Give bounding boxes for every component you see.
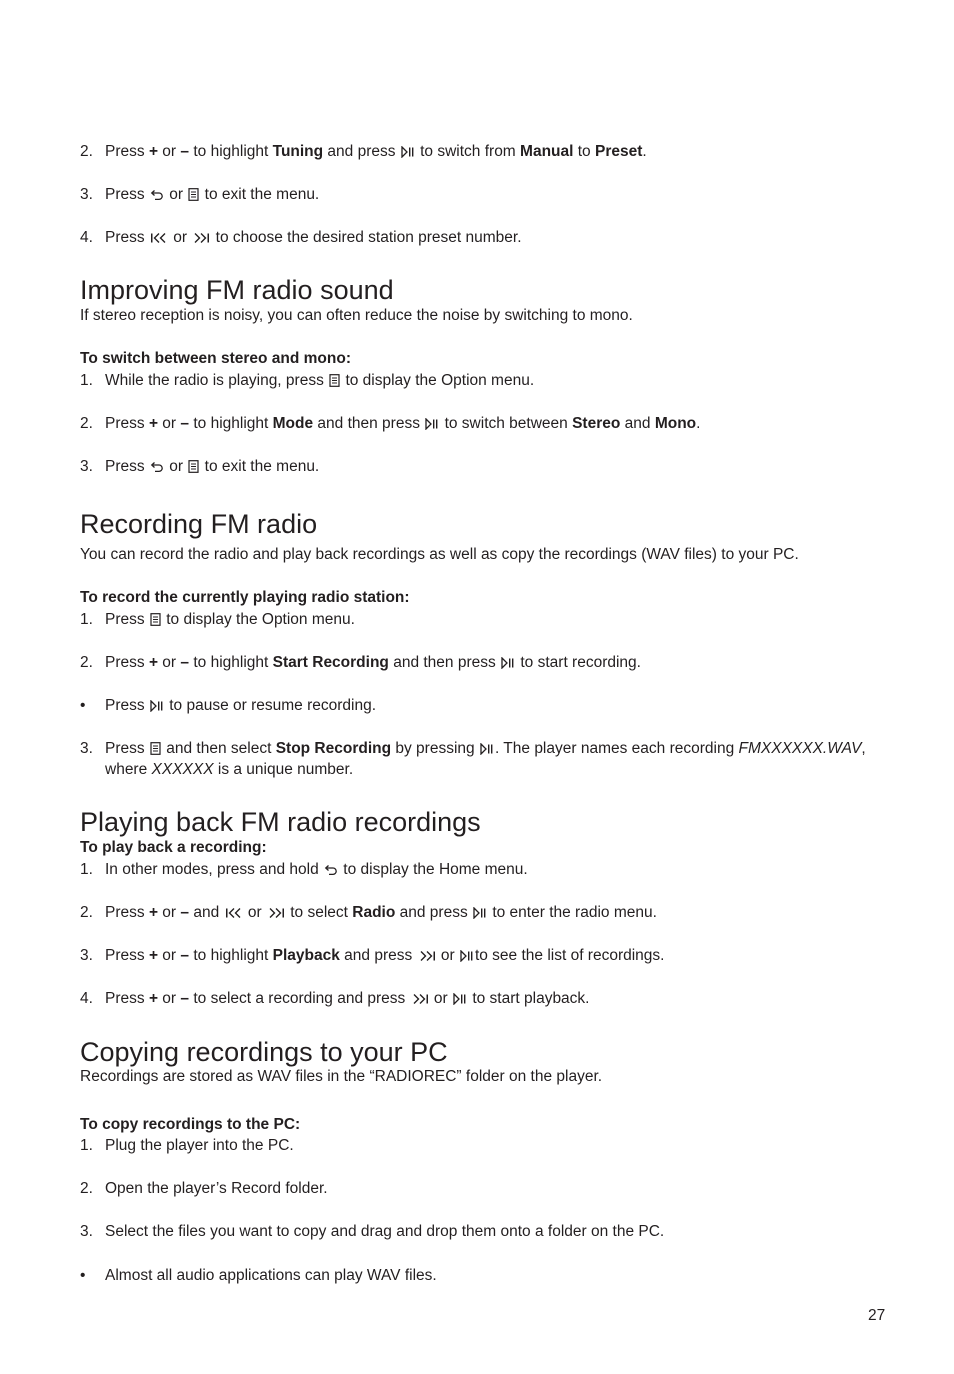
menu-icon [188, 188, 199, 201]
next-icon [267, 907, 285, 919]
menu-icon [150, 613, 161, 626]
play-pause-icon [501, 657, 515, 669]
previous-icon [225, 907, 243, 919]
record-subheading: To record the currently playing radio station: [80, 589, 410, 606]
heading-copying: Copying recordings to your PC [80, 1037, 448, 1067]
play-pause-icon [480, 743, 494, 755]
copy-subheading: To copy recordings to the PC: [80, 1116, 301, 1133]
heading-playing-back: Playing back FM radio recordings [80, 807, 481, 837]
back-icon [324, 864, 338, 876]
menu-icon [150, 742, 161, 755]
page-number: 27 [868, 1307, 886, 1324]
improve-intro: If stereo reception is noisy, you can often reduce the noise by switching to mono. [80, 307, 633, 324]
play-pause-icon [425, 418, 439, 430]
play-pause-icon [150, 700, 164, 712]
heading-recording-fm: Recording FM radio [80, 509, 318, 539]
play-pause-icon [473, 907, 487, 919]
play-pause-icon [453, 993, 467, 1005]
heading-improving-fm: Improving FM radio sound [80, 275, 394, 305]
menu-icon [188, 460, 199, 473]
copy-intro: Recordings are stored as WAV files in the “RADIOREC” folder on the player. [80, 1068, 603, 1085]
previous-icon [150, 232, 168, 244]
back-icon [150, 189, 164, 201]
back-icon [150, 461, 164, 473]
next-icon [411, 993, 429, 1005]
menu-icon [329, 374, 340, 387]
improve-subheading: To switch between stereo and mono: [80, 350, 351, 367]
next-icon [192, 232, 210, 244]
record-intro: You can record the radio and play back recordings as well as copy the recordings (WAV files) to your PC. [80, 546, 799, 563]
play-pause-icon [460, 950, 474, 962]
playback-subheading: To play back a recording: [80, 839, 267, 856]
step-record-3-continuation: where XXXXXX is a unique number. [105, 761, 354, 778]
play-pause-icon [401, 146, 415, 158]
next-icon [418, 950, 436, 962]
